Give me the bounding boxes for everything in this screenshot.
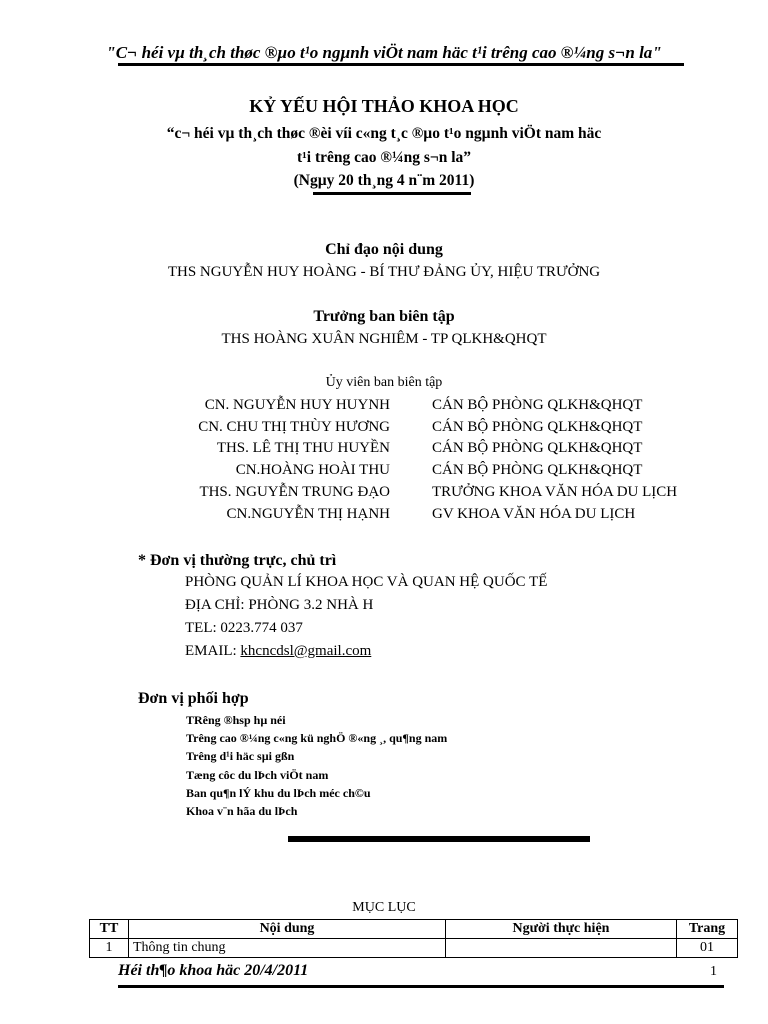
direction-person: THS NGUYỄN HUY HOÀNG - BÍ THƯ ĐẢNG ỦY, HIỆU TRƯỞNG xyxy=(167,264,601,280)
subtitle xyxy=(0,122,768,170)
direction-heading: Chỉ đạo nội dung xyxy=(325,241,443,258)
footer-text: Héi th¶o khoa häc 20/4/2011 xyxy=(118,962,309,979)
header-rule xyxy=(118,63,684,66)
subtitle-line-2: t¹i trêng cao ®¼ng s¬n la” xyxy=(296,149,472,166)
cooperation-item: Trêng d¹i häc sµi gßn xyxy=(186,749,295,763)
cooperation-item: Trêng cao ®¼ng c«ng kü nghÖ ®«ng ¸, qu¶ng nam xyxy=(186,731,448,745)
host-address: ĐỊA CHỈ: PHÒNG 3.2 NHÀ H xyxy=(185,597,374,613)
board-member-name: CN.HOÀNG HOÀI THU xyxy=(235,462,390,478)
toc-col-author: Người thực hiện xyxy=(446,920,677,939)
board-member-name: CN. NGUYỄN HUY HUYNH xyxy=(204,397,390,413)
board-member-role: GV KHOA VĂN HÓA DU LỊCH xyxy=(432,506,636,522)
host-heading: * Đơn vị thường trực, chủ trì xyxy=(138,552,337,569)
host-email-line xyxy=(185,643,371,660)
board-member-role: CÁN BỘ PHÒNG QLKH&QHQT xyxy=(432,419,643,435)
toc-cell-author xyxy=(446,939,677,958)
toc-cell-tt: 1 xyxy=(90,939,129,958)
toc-cell-content: Thông tin chung xyxy=(129,939,446,958)
host-unit: PHÒNG QUẢN LÍ KHOA HỌC VÀ QUAN HỆ QUỐC TẾ xyxy=(185,574,548,590)
email-label: EMAIL: xyxy=(185,643,241,659)
board-member-name: THS. LÊ THỊ THU HUYỀN xyxy=(216,440,390,456)
title-rule xyxy=(313,192,471,195)
running-header: "C¬ héi vµ th¸ch thøc ®µo t¹o ngµnh viÖt nam häc t¹i trêng cao ®¼ng s¬n la" xyxy=(106,43,662,62)
board-member-role: CÁN BỘ PHÒNG QLKH&QHQT xyxy=(432,440,643,456)
cooperation-item: Ban qu¶n lÝ khu du lÞch méc ch©u xyxy=(186,786,371,800)
editor-heading: Trưởng ban biên tập xyxy=(313,308,455,325)
toc-table xyxy=(89,919,738,958)
host-tel: TEL: 0223.774 037 xyxy=(185,620,303,636)
section-divider xyxy=(288,836,590,842)
cooperation-item: Tæng côc du lÞch viÖt nam xyxy=(186,768,329,782)
board-member-role: CÁN BỘ PHÒNG QLKH&QHQT xyxy=(432,397,643,413)
board-member-name: CN. CHU THỊ THÙY HƯƠNG xyxy=(198,419,390,435)
cooperation-heading: Đơn vị phối hợp xyxy=(138,690,249,707)
cooperation-item: Khoa v¨n hãa du lÞch xyxy=(186,804,298,818)
board-member-name: CN.NGUYỄN THỊ HẠNH xyxy=(226,506,390,522)
editor-person: THS HOÀNG XUÂN NGHIÊM - TP QLKH&QHQT xyxy=(221,331,547,347)
cooperation-item: TRêng ®hsp hµ néi xyxy=(186,713,286,727)
toc-col-tt: TT xyxy=(90,920,129,939)
toc-cell-page: 01 xyxy=(677,939,738,958)
page-title: KỶ YẾU HỘI THẢO KHOA HỌC xyxy=(249,96,519,116)
toc-col-content: Nội dung xyxy=(129,920,446,939)
page-number: 1 xyxy=(710,964,717,979)
toc-col-page: Trang xyxy=(677,920,738,939)
subtitle-line-1: “c¬ héi vµ th¸ch thøc ®èi víi c«ng t¸c ®µo t¹o ngµnh viÖt nam häc xyxy=(166,125,602,142)
footer-rule xyxy=(118,985,724,988)
toc-header-row xyxy=(90,920,738,939)
board-member-name: THS. NGUYỄN TRUNG ĐẠO xyxy=(199,484,390,500)
email-link[interactable]: khcncdsl@gmail.com xyxy=(240,643,372,659)
board-member-role: CÁN BỘ PHÒNG QLKH&QHQT xyxy=(432,462,643,478)
board-heading: Ủy viên ban biên tập xyxy=(325,375,443,390)
board-member-role: TRƯỞNG KHOA VĂN HÓA DU LỊCH xyxy=(432,484,678,500)
conference-date: (Ngµy 20 th¸ng 4 n¨m 2011) xyxy=(293,172,475,189)
table-row xyxy=(90,939,738,958)
toc-heading: MỤC LỤC xyxy=(352,900,416,915)
